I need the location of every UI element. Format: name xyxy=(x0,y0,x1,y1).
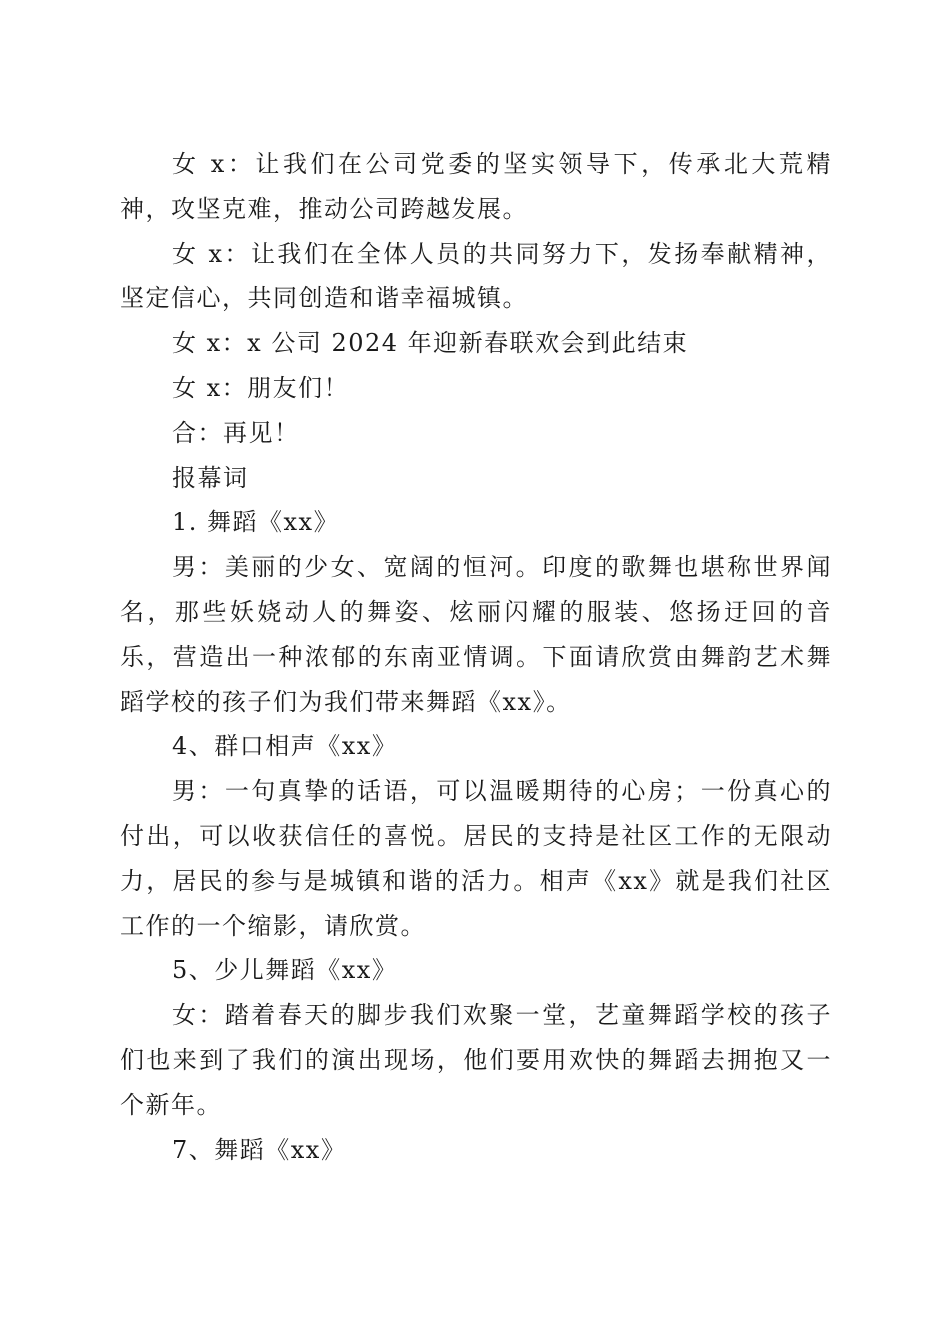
program-item-title: 1. 舞蹈《xx》 xyxy=(172,508,340,537)
paragraph: 男：一句真挚的话语，可以温暖期待的心房；一份真心的付出，可以收获信任的喜悦。居民的支持是社区工作的无限动力，居民的参与是城镇和谐的活力。相声《xx》就是我们社区工作的一个缩影，请欣赏。 xyxy=(120,777,832,940)
section-heading: 报幕词 xyxy=(172,463,249,492)
program-item-title: 5、少儿舞蹈《xx》 xyxy=(172,956,398,985)
paragraph: 女 x：x 公司 2024 年迎新春联欢会到此结束 xyxy=(172,329,689,358)
paragraph: 女：踏着春天的脚步我们欢聚一堂，艺童舞蹈学校的孩子们也来到了我们的演出现场，他们要用欢快的舞蹈去拥抱又一个新年。 xyxy=(120,1001,832,1119)
paragraph: 男：美丽的少女、宽阔的恒河。印度的歌舞也堪称世界闻名，那些妖娆动人的舞姿、炫丽闪耀的服装、悠扬迂回的音乐，营造出一种浓郁的东南亚情调。下面请欣赏由舞韵艺术舞蹈学校的孩子们为我们带来舞蹈《xx》。 xyxy=(120,553,832,716)
paragraph: 女 x：让我们在公司党委的坚实领导下，传承北大荒精神，攻坚克难，推动公司跨越发展。 xyxy=(120,150,832,223)
document-page xyxy=(120,142,832,1172)
program-item-title: 4、群口相声《xx》 xyxy=(172,732,398,761)
paragraph: 女 x：朋友们！ xyxy=(172,373,350,402)
paragraph: 女 x：让我们在全体人员的共同努力下，发扬奉献精神，坚定信心，共同创造和谐幸福城镇。 xyxy=(120,239,832,313)
program-item-title: 7、舞蹈《xx》 xyxy=(172,1135,347,1164)
paragraph: 合：再见！ xyxy=(172,418,300,447)
